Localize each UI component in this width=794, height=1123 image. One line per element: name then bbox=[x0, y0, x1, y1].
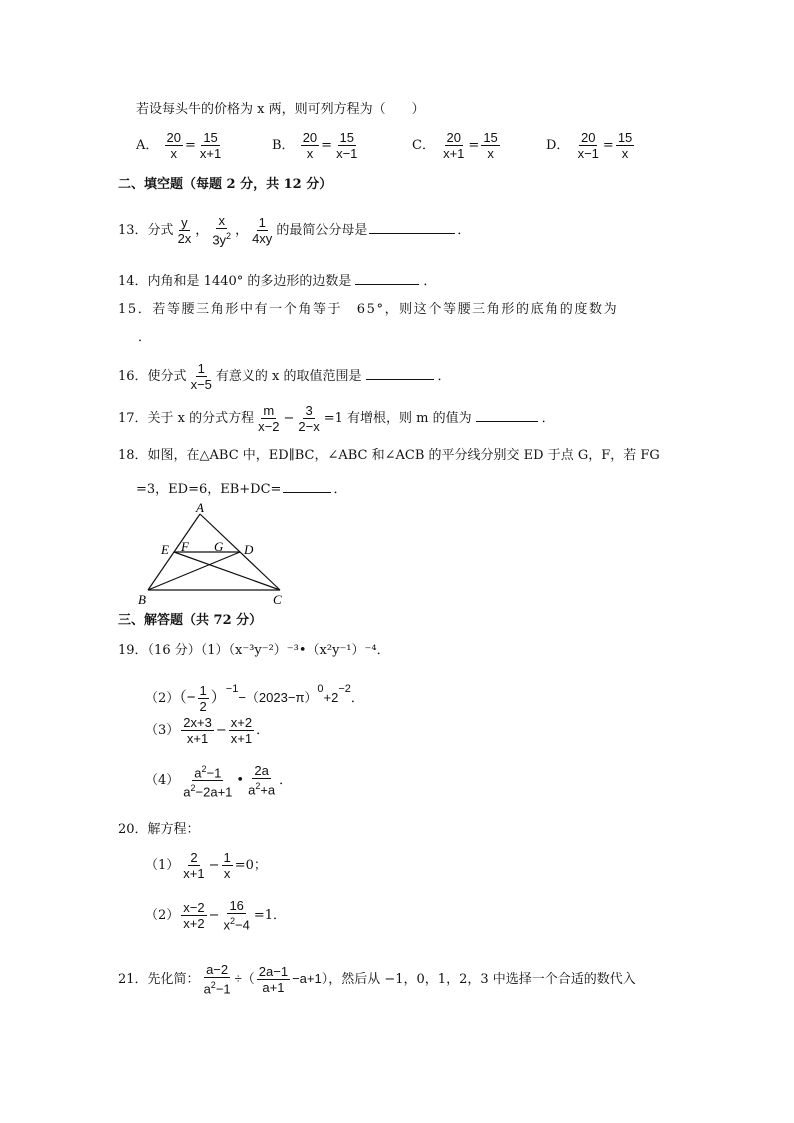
question-19-part4: （4） $\frac{a^2-1}{a^2-2a+1}$ • $\frac{2a}{a^2+a}$ ． bbox=[145, 763, 293, 800]
fraction: $\frac{2x+3}{x+1}$ bbox=[183, 715, 212, 746]
fraction: $\frac{15}{x-1}$ bbox=[336, 130, 358, 161]
label-b: B bbox=[138, 592, 146, 607]
q12-option-c[interactable]: C． $\frac{20}{x+1}$ = $\frac{15}{x}$ bbox=[412, 130, 498, 161]
answer-blank[interactable] bbox=[355, 270, 419, 285]
fraction: $\frac{2a}{a^2+a}$ bbox=[248, 763, 276, 798]
fraction: $\frac{y}{2x}$ bbox=[177, 215, 192, 246]
question-18-line1: 18．如图，在△ABC 中，ED∥BC，∠ABC 和∠ACB 的平分线分别交 ED 于点 G，F，若 FG bbox=[118, 448, 660, 463]
fraction: $\frac{1}{x-5}$ bbox=[190, 361, 212, 392]
fraction: $\frac{20}{x}$ bbox=[166, 130, 181, 161]
fraction: $\frac{15}{x+1}$ bbox=[199, 130, 222, 161]
question-21: 21．先化简： $\frac{a-2}{a^2-1}$ ÷（ $\frac{2a-1}{a+1}$ −a+1），然后从 −1，0，1，2，3 中选择一个合适的数代入 bbox=[118, 962, 636, 997]
fraction: $\frac{a-2}{a^2-1}$ bbox=[203, 962, 231, 997]
option-letter: A． bbox=[136, 138, 159, 153]
fraction: $\frac{3}{2-x}$ bbox=[298, 403, 320, 434]
label-e: E bbox=[161, 542, 169, 557]
answer-blank[interactable] bbox=[476, 407, 538, 422]
question-20-part2: （2） $\frac{x-2}{x+2}$ − $\frac{16}{x^2-4}$ =1． bbox=[145, 898, 287, 933]
answer-blank[interactable] bbox=[369, 219, 455, 234]
question-16: 16．使分式 $\frac{1}{x-5}$ 有意义的 x 的取值范围是 ． bbox=[118, 361, 451, 392]
fraction: $\frac{16}{x^2-4}$ bbox=[223, 898, 250, 933]
fraction: $\frac{x}{3y^2}$ bbox=[212, 213, 232, 248]
fraction: $\frac{20}{x-1}$ bbox=[577, 130, 599, 161]
question-15-line1: 15．若等腰三角形中有一个角等于 65°，则这个等腰三角形的底角的度数为 bbox=[118, 302, 619, 317]
question-19-part2: （2）（− $\frac{1}{2}$ ）$^{-1}-(2023-\pi)^0+2^{-2}$． bbox=[145, 683, 364, 714]
question-20-part1: （1） $\frac{2}{x+1}$ − $\frac{1}{x}$ =0； bbox=[145, 850, 267, 881]
label-c: C bbox=[273, 592, 282, 607]
fraction: $\frac{20}{x}$ bbox=[302, 130, 318, 161]
fraction: $\frac{x-2}{x+2}$ bbox=[183, 900, 205, 931]
option-letter: B． bbox=[272, 138, 295, 153]
fraction: $\frac{2}{x+1}$ bbox=[183, 850, 205, 881]
q12-option-d[interactable]: D． $\frac{20}{x-1}$ = $\frac{15}{x}$ bbox=[546, 130, 633, 161]
question-19-part1: 19．（16 分）（1）（x⁻³y⁻²）⁻³•（x²y⁻¹）⁻⁴． bbox=[118, 643, 390, 658]
section-title-fill-in: 二、填空题（每题 2 分，共 12 分） bbox=[118, 177, 333, 192]
section-title-answers: 三、解答题（共 72 分） bbox=[118, 613, 263, 628]
fraction: $\frac{a^2-1}{a^2-2a+1}$ bbox=[183, 763, 233, 800]
fraction: $\frac{1}{x}$ bbox=[223, 850, 231, 881]
fraction: $\frac{1}{2}$ bbox=[199, 683, 207, 714]
question-13: 13．分式 $\frac{y}{2x}$ ， $\frac{x}{3y^2}$ ， $\frac{1}{4xy}$ 的最简公分母是 ． bbox=[118, 213, 471, 248]
q12-stem: 若设每头牛的价格为 x 两，则可列方程为（ ） bbox=[136, 102, 425, 117]
fraction: $\frac{m}{x-2}$ bbox=[258, 403, 280, 434]
label-d: D bbox=[244, 542, 254, 557]
question-14: 14．内角和是 1440° 的多边形的边数是 ． bbox=[118, 270, 436, 292]
question-18-line2: =3，ED=6，EB+DC= ． bbox=[136, 478, 346, 500]
fraction: $\frac{20}{x+1}$ bbox=[443, 130, 465, 161]
fraction: $\frac{2a-1}{a+1}$ bbox=[258, 964, 289, 995]
label-f: F bbox=[181, 539, 189, 554]
triangle-figure bbox=[134, 498, 294, 610]
fraction: $\frac{15}{x}$ bbox=[483, 130, 498, 161]
answer-blank[interactable] bbox=[366, 365, 434, 380]
option-letter: D． bbox=[546, 138, 570, 153]
fraction: $\frac{15}{x}$ bbox=[617, 130, 633, 161]
question-19-part3: （3） $\frac{2x+3}{x+1}$ − $\frac{x+2}{x+1}$ ． bbox=[145, 715, 270, 746]
question-15-line2: ． bbox=[138, 330, 152, 345]
question-17: 17．关于 x 的分式方程 $\frac{m}{x-2}$ − $\frac{3}{2-x}$ =1 有增根，则 m 的值为 ． bbox=[118, 403, 555, 434]
label-a: A bbox=[196, 500, 204, 515]
q12-option-b[interactable]: B． $\frac{20}{x}$ = $\frac{15}{x-1}$ bbox=[272, 130, 358, 161]
q12-option-a[interactable]: A． $\frac{20}{x}$ = $\frac{15}{x+1}$ bbox=[136, 130, 222, 161]
label-g: G bbox=[214, 539, 224, 554]
fraction: $\frac{x+2}{x+1}$ bbox=[230, 715, 253, 746]
fraction: $\frac{1}{4xy}$ bbox=[252, 215, 273, 246]
answer-blank[interactable] bbox=[283, 478, 331, 493]
question-20-title: 20．解方程： bbox=[118, 822, 200, 837]
option-letter: C． bbox=[412, 138, 435, 153]
